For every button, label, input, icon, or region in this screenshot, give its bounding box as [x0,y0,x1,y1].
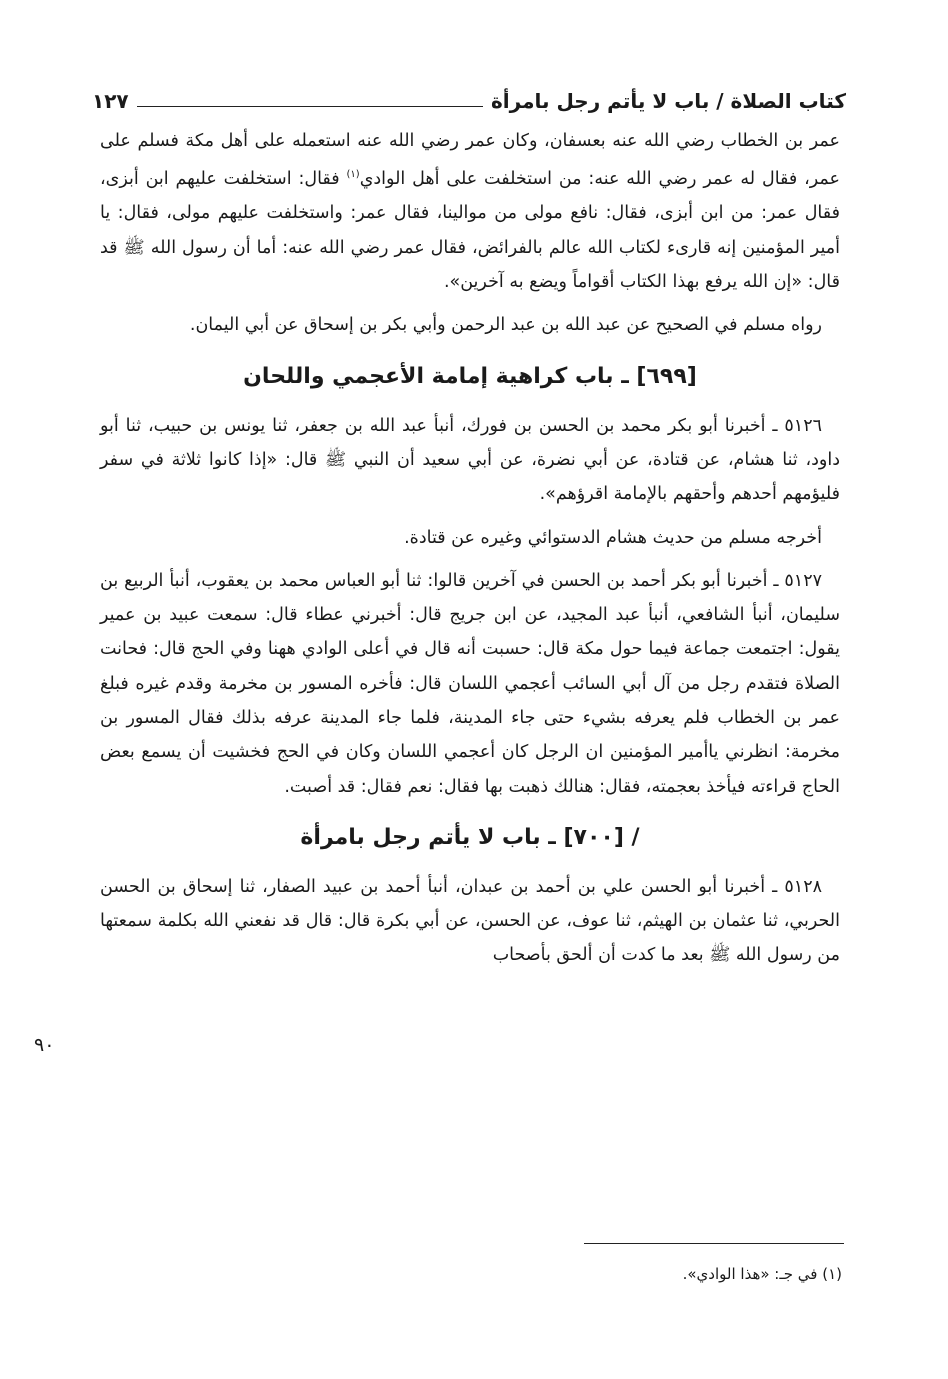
page-body [100,124,840,973]
header-rule [137,106,483,107]
manuscript-folio-marker: ٩٠ [34,1034,55,1056]
text-line: فسلم على عمر، فقال له عمر رضي الله عنه: من استخلفت على أهل الوادي [100,131,840,190]
footnote-ref: (١) [346,169,360,181]
hadith-5128: ٥١٢٨ ـ أخبرنا أبو الحسن علي بن أحمد بن عبدان، أنبأ أحمد بن عبيد الصفار، ثنا إسحاق بن الحسن الحربي، ثنا عثمان بن الهيثم، ثنا عوف، عن الحسن، عن أبي بكرة قال: قال قد نفعني الله بكلمة سمعتها من رسول الله ﷺ بعد ما كدت أن ألحق بأصحاب [100,876,840,966]
page-number: ١٢٧ [92,89,129,113]
hadith-5127: ٥١٢٧ ـ أخبرنا أبو بكر أحمد بن الحسن في آخرين قالوا: ثنا أبو العباس محمد بن يعقوب، أنبأ الربيع بن سليمان، أنبأ الشافعي، أنبأ عبد المجيد، عن ابن جريج قال: أخبرني عطاء قال: سمعت عبيد بن عمير يقول: اجتمعت جماعة فيما حول مكة قال: حسبت أنه قال في أعلى الوادي ههنا وفي الحج قال: فحانت الصلاة فتقدم رجل من آل أبي السائب أعجمي اللسان قال: فأخره المسور بن مخرمة وقدم غيره فبلغ عمر بن الخطاب فلم يعرفه بشيء حتى جاء المدينة، فلما جاء المدينة عرفه بذلك فقال المسور بن مخرمة: انظرني ياأمير المؤمنين ان الرجل كان أعجمي اللسان وكان في الحج فخشيت أن يسمع بعض الحاج قراءته فيأخذ بعجمته، فقال: هنالك ذهبت بها فقال: نعم فقال: قد أصبت. [100,570,840,797]
takhrij-5126: أخرجه مسلم من حديث هشام الدستوائي وغيره عن قتادة. [404,527,822,548]
running-header [92,76,846,116]
text-line: عمر: واستخلفت عليهم مولى، فقال: يا أمير المؤمنين إنه قارىء لكتاب الله عالم [100,203,840,258]
text-line: الكتاب أقواماً ويضع به آخرين». [443,272,667,293]
running-title: كتاب الصلاة / باب لا يأتم رجل بامرأة [490,89,846,113]
footnote: (١) في جـ: «هذا الوادي». [682,1265,842,1283]
paragraph-continuation [100,124,840,299]
hadith-5126: ٥١٢٦ ـ أخبرنا أبو بكر محمد بن الحسن بن فورك، أنبأ عبد الله بن جعفر، ثنا يونس بن حبيب، ثنا أبو داود، ثنا هشام، عن قتادة، عن أبي نضرة، عن أبي سعيد أن النبي ﷺ قال: «إذا كانوا ثلاثة في سفر فليؤمهم أحدهم وأحقهم بالإمامة اقرؤهم». [100,415,840,505]
text-line: استخلفت عليهم ابن أبزى، فقال عمر: من ابن أبزى، فقال: نافع مولى من موالينا، فقال [100,169,840,224]
text-line: بالفرائض، فقال عمر رضي الله عنه: أما أن رسول الله ﷺ قد قال: «إن الله يرفع بهذا [100,237,840,293]
text-fragment: فقال: [298,169,347,190]
text-line: عمر بن الخطاب رضي الله عنه بعسفان، وكان عمر رضي الله عنه استعمله على أهل مكة [185,131,840,151]
chapter-heading-700: / [٧٠٠] ـ باب لا يأتم رجل بامرأة [300,824,640,850]
footnote-separator [584,1243,844,1244]
chapter-heading-699: [٦٩٩] ـ باب كراهية إمامة الأعجمي واللحان [243,363,697,389]
paragraph-riwaya: رواه مسلم في الصحيح عن عبد الله بن عبد الرحمن وأبي بكر بن إسحاق عن أبي اليمان. [189,315,822,336]
